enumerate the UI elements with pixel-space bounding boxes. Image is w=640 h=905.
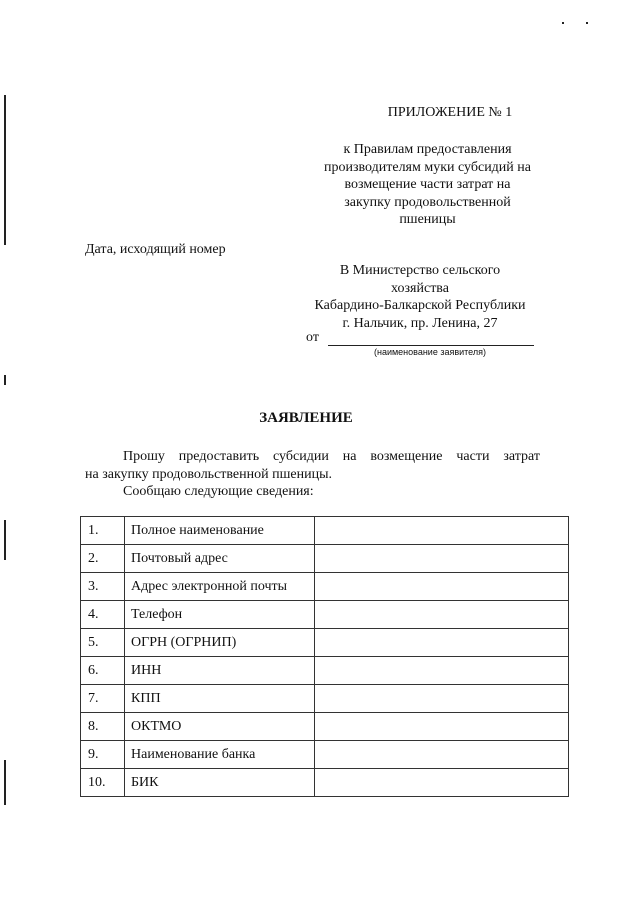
scan-artifact-mark [4,95,6,245]
row-number: 5. [81,629,125,657]
table-row [81,657,569,685]
row-label: ОГРН (ОГРНИП) [125,629,315,657]
table-row [81,517,569,545]
row-value-field[interactable] [315,685,569,713]
statement-title [0,410,640,427]
addressee-line: В Министерство сельского [339,263,501,278]
appendix-subtitle [300,141,555,229]
table-row [81,769,569,797]
row-number: 3. [81,573,125,601]
row-value-field[interactable] [315,769,569,797]
row-value-field[interactable] [315,629,569,657]
row-value-field[interactable] [315,713,569,741]
table-row [81,741,569,769]
table-row [81,685,569,713]
applicant-info-table [80,516,569,797]
row-number: 6. [81,657,125,685]
appendix-subtitle-line: возмещение части затрат на [344,177,511,192]
table-row [81,545,569,573]
applicant-name-caption: (наименование заявителя) [373,347,487,357]
appendix-subtitle-line: производителям муки субсидий на [324,159,531,175]
table-row [81,601,569,629]
row-value-field[interactable] [315,741,569,769]
table-row [81,629,569,657]
addressee-block [300,262,540,332]
addressee-line: Кабардино-Балкарской Республики [314,298,526,313]
row-label: ИНН [125,657,315,685]
table-row [81,713,569,741]
from-label: от [306,330,319,345]
statement-title-text: ЗАЯВЛЕНИЕ [259,410,353,426]
row-number: 1. [81,517,125,545]
addressee-line: хозяйства [391,280,449,296]
statement-paragraph-line: на закупку продовольственной пшеницы. [85,467,332,482]
row-value-field[interactable] [315,657,569,685]
row-label: Полное наименование [125,517,315,545]
row-label: ОКТМО [125,713,315,741]
row-value-field[interactable] [315,573,569,601]
appendix-subtitle-line: к Правилам предоставления [343,142,512,157]
row-number: 4. [81,601,125,629]
appendix-title: ПРИЛОЖЕНИЕ № 1 [387,105,513,120]
statement-info-intro: Сообщаю следующие сведения: [123,484,314,499]
row-number: 2. [81,545,125,573]
scan-artifact-mark [562,22,564,24]
table-row [81,573,569,601]
row-value-field[interactable] [315,545,569,573]
statement-paragraph [85,448,540,484]
row-value-field[interactable] [315,517,569,545]
scan-artifact-mark [4,375,6,385]
row-number: 7. [81,685,125,713]
row-label: Почтовый адрес [125,545,315,573]
row-label: БИК [125,769,315,797]
row-label: Телефон [125,601,315,629]
row-value-field[interactable] [315,601,569,629]
row-number: 8. [81,713,125,741]
scan-artifact-mark [586,22,588,24]
row-number: 10. [81,769,125,797]
date-number-label: Дата, исходящий номер [85,242,226,257]
scan-artifact-mark [4,760,6,805]
row-label: КПП [125,685,315,713]
row-label: Наименование банка [125,741,315,769]
statement-paragraph-line: Прошу предоставить субсидии на возмещение части затрат [123,449,540,464]
addressee-line: г. Нальчик, пр. Ленина, 27 [342,315,498,331]
row-number: 9. [81,741,125,769]
row-label: Адрес электронной почты [125,573,315,601]
scan-artifact-mark [4,520,6,560]
appendix-subtitle-line: пшеницы [399,212,456,227]
appendix-subtitle-line: закупку продовольственной [344,194,511,210]
applicant-name-field[interactable] [328,345,534,346]
